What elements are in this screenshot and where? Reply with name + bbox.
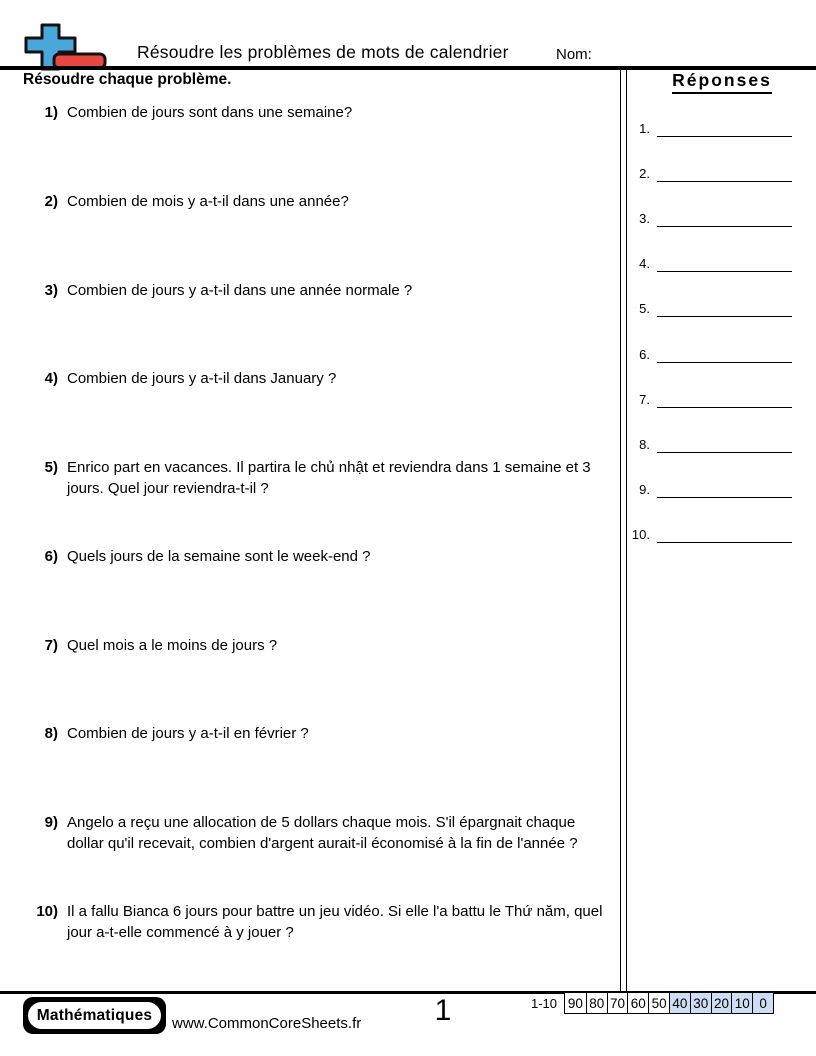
answer-blank-9[interactable] bbox=[657, 453, 792, 498]
subject-badge bbox=[23, 997, 166, 1034]
problem-number: 7) bbox=[44, 636, 58, 654]
problem-number: 4) bbox=[44, 370, 58, 388]
answer-row bbox=[628, 137, 794, 182]
score-cell: 60 bbox=[627, 993, 648, 1013]
answer-number: 1. bbox=[639, 121, 650, 137]
problem-item bbox=[30, 723, 615, 812]
problem-text: Combien de jours y a-t-il dans January ? bbox=[67, 370, 337, 388]
problem-number: 3) bbox=[44, 281, 58, 299]
score-cell: 0 bbox=[752, 993, 773, 1013]
problem-item bbox=[30, 546, 615, 635]
answer-number: 4. bbox=[639, 256, 650, 272]
score-cell: 30 bbox=[690, 993, 711, 1013]
problem-item bbox=[30, 901, 615, 990]
answer-number: 8. bbox=[639, 436, 650, 452]
problem-item bbox=[30, 102, 615, 191]
answer-row bbox=[628, 227, 794, 272]
problem-text: Combien de jours y a-t-il en février ? bbox=[67, 725, 309, 743]
score-cell: 10 bbox=[731, 993, 752, 1013]
problem-text: Enrico part en vacances. Il partira le chủ nhật et reviendra dans 1 semaine et 3 jours. Quel jour reviendra-t-il ? bbox=[67, 459, 591, 497]
score-cell: 80 bbox=[586, 993, 607, 1013]
answer-row bbox=[628, 317, 794, 362]
name-label: Nom: bbox=[556, 46, 592, 63]
problem-text: Combien de jours y a-t-il dans une année normale ? bbox=[67, 281, 413, 299]
problem-item bbox=[30, 457, 615, 546]
answer-blank-3[interactable] bbox=[657, 182, 792, 227]
score-cell: 40 bbox=[669, 993, 690, 1013]
answers-panel-header bbox=[652, 70, 792, 94]
website-url: www.CommonCoreSheets.fr bbox=[172, 1015, 362, 1032]
problem-text: Il a fallu Bianca 6 jours pour battre un jeu vidéo. Si elle l'a battu le Thứ năm, quel jour a-t-elle commencé à y jouer ? bbox=[67, 902, 603, 941]
problem-text: Quels jours de la semaine sont le week-end ? bbox=[67, 547, 371, 565]
answer-row bbox=[628, 453, 794, 498]
problem-number: 5) bbox=[44, 459, 58, 476]
subject-badge-label: Mathématiques bbox=[26, 1000, 163, 1031]
answer-row bbox=[628, 363, 794, 408]
problem-item bbox=[30, 191, 615, 280]
problem-item bbox=[30, 812, 615, 901]
answer-row bbox=[628, 408, 794, 453]
problem-number: 2) bbox=[44, 192, 58, 210]
answer-blank-4[interactable] bbox=[657, 227, 792, 272]
answer-blank-6[interactable] bbox=[657, 317, 792, 362]
problem-item bbox=[30, 635, 615, 724]
problem-text: Combien de jours sont dans une semaine? bbox=[67, 104, 353, 121]
problem-text: Quel mois a le moins de jours ? bbox=[67, 636, 278, 654]
score-range-label: 1-10 bbox=[531, 995, 558, 1011]
answer-number: 7. bbox=[639, 391, 650, 407]
header-rule bbox=[0, 66, 816, 70]
answer-number: 3. bbox=[639, 211, 650, 227]
problem-text: Angelo a reçu une allocation de 5 dollars chaque mois. S'il épargnait chaque dollar qu'il recevait, combien d'argent aurait-il économisé à la fin de l'année ? bbox=[67, 814, 578, 852]
score-cell: 90 bbox=[565, 993, 586, 1013]
worksheet-title: Résoudre les problèmes de mots de calendrier bbox=[137, 42, 509, 62]
problems-list bbox=[30, 102, 615, 990]
answers-panel bbox=[628, 92, 794, 543]
answer-number: 10. bbox=[631, 526, 650, 542]
score-cell: 50 bbox=[648, 993, 669, 1013]
answer-number: 9. bbox=[639, 481, 650, 497]
answer-blank-2[interactable] bbox=[657, 137, 792, 182]
problem-item bbox=[30, 280, 615, 369]
page-number: 1 bbox=[434, 994, 452, 1027]
answer-row bbox=[628, 272, 794, 317]
problem-number: 6) bbox=[44, 547, 58, 565]
problem-text: Combien de mois y a-t-il dans une année? bbox=[67, 192, 349, 210]
answers-divider bbox=[620, 70, 627, 993]
problem-number: 10) bbox=[36, 902, 58, 920]
score-cells bbox=[564, 992, 774, 1014]
answer-blank-7[interactable] bbox=[657, 363, 792, 408]
score-cell: 20 bbox=[711, 993, 732, 1013]
answer-blank-10[interactable] bbox=[657, 498, 792, 543]
answer-row bbox=[628, 182, 794, 227]
answer-row bbox=[628, 92, 794, 137]
problem-number: 1) bbox=[44, 104, 58, 121]
problem-item bbox=[30, 368, 615, 457]
score-cell: 70 bbox=[607, 993, 628, 1013]
problem-number: 8) bbox=[44, 725, 58, 743]
answer-number: 2. bbox=[639, 166, 650, 182]
answer-number: 5. bbox=[639, 301, 650, 317]
answers-title: Réponses bbox=[672, 70, 772, 94]
problem-number: 9) bbox=[44, 814, 58, 831]
answer-blank-5[interactable] bbox=[657, 272, 792, 317]
instructions-label: Résoudre chaque problème. bbox=[23, 71, 232, 88]
answer-number: 6. bbox=[639, 346, 650, 362]
answer-blank-1[interactable] bbox=[657, 92, 792, 137]
answer-row bbox=[628, 498, 794, 543]
answer-blank-8[interactable] bbox=[657, 408, 792, 453]
score-table bbox=[531, 992, 774, 1014]
